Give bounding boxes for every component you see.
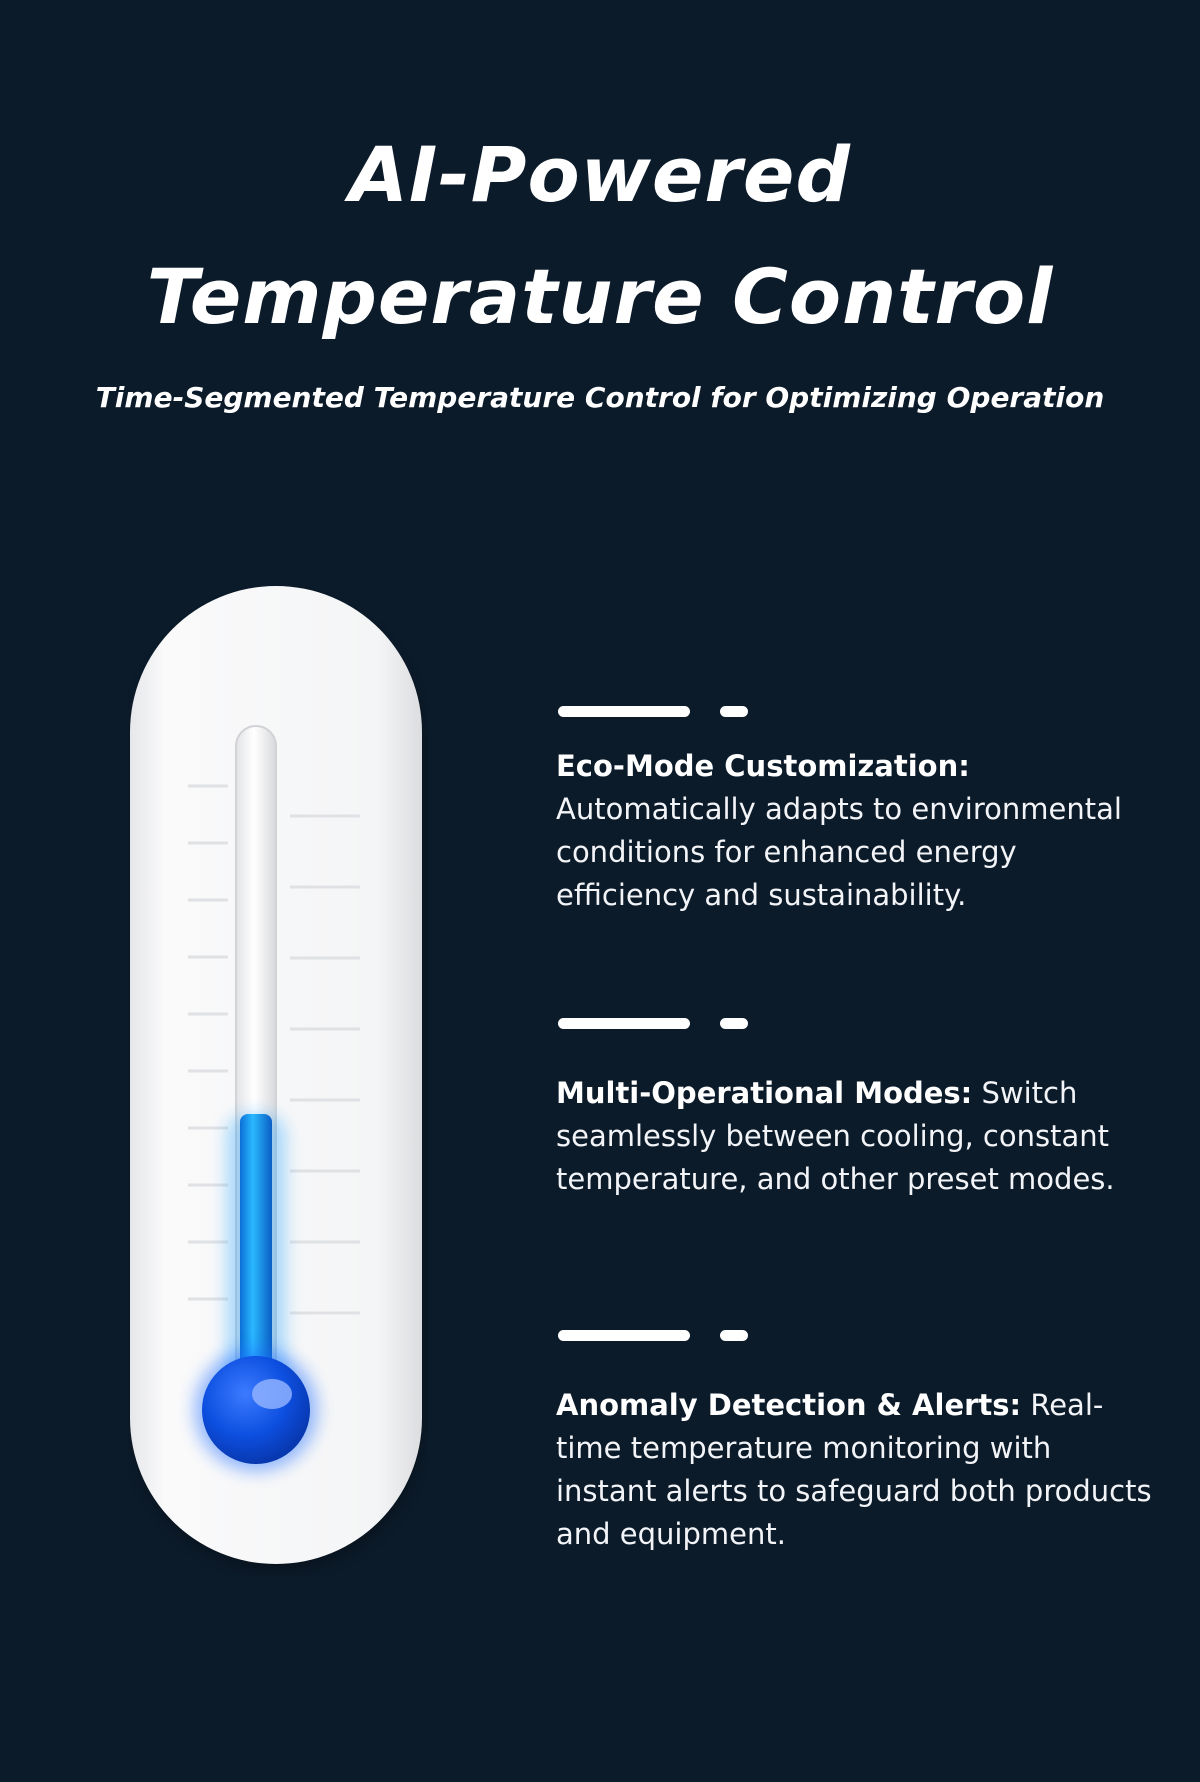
feature-body: Switch seamlessly between cooling, constant temperature, and other preset modes. bbox=[556, 1076, 1115, 1196]
page-title-line-2: Temperature Control bbox=[146, 252, 1054, 341]
feature-divider bbox=[556, 706, 1156, 718]
divider-short-dash bbox=[720, 1330, 748, 1341]
feature-eco-mode bbox=[556, 706, 1156, 917]
page-title-line-1: AI-Powered bbox=[349, 130, 851, 219]
feature-multi-modes bbox=[556, 1018, 1156, 1201]
feature-text bbox=[556, 745, 1156, 917]
divider-long-dash bbox=[558, 706, 690, 717]
thermometer-icon bbox=[128, 586, 428, 1576]
feature-anomaly-detection bbox=[556, 1330, 1156, 1556]
feature-text bbox=[556, 1072, 1156, 1201]
feature-divider bbox=[556, 1330, 1156, 1342]
divider-long-dash bbox=[558, 1018, 690, 1029]
feature-body: Automatically adapts to environmental conditions for enhanced energy efficiency and sustainability. bbox=[556, 792, 1122, 912]
feature-body: Real-time temperature monitoring with instant alerts to safeguard both products and equipment. bbox=[556, 1388, 1152, 1551]
thermometer-bulb bbox=[202, 1356, 310, 1464]
feature-divider bbox=[556, 1018, 1156, 1030]
feature-text bbox=[556, 1384, 1156, 1556]
thermometer-bulb-highlight bbox=[252, 1379, 292, 1409]
divider-short-dash bbox=[720, 706, 748, 717]
feature-heading: Eco-Mode Customization: bbox=[556, 749, 970, 783]
feature-heading: Multi-Operational Modes: bbox=[556, 1076, 973, 1110]
page-subtitle: Time-Segmented Temperature Control for Optimizing Operation bbox=[95, 381, 1105, 414]
divider-short-dash bbox=[720, 1018, 748, 1029]
divider-long-dash bbox=[558, 1330, 690, 1341]
feature-heading: Anomaly Detection & Alerts: bbox=[556, 1388, 1022, 1422]
